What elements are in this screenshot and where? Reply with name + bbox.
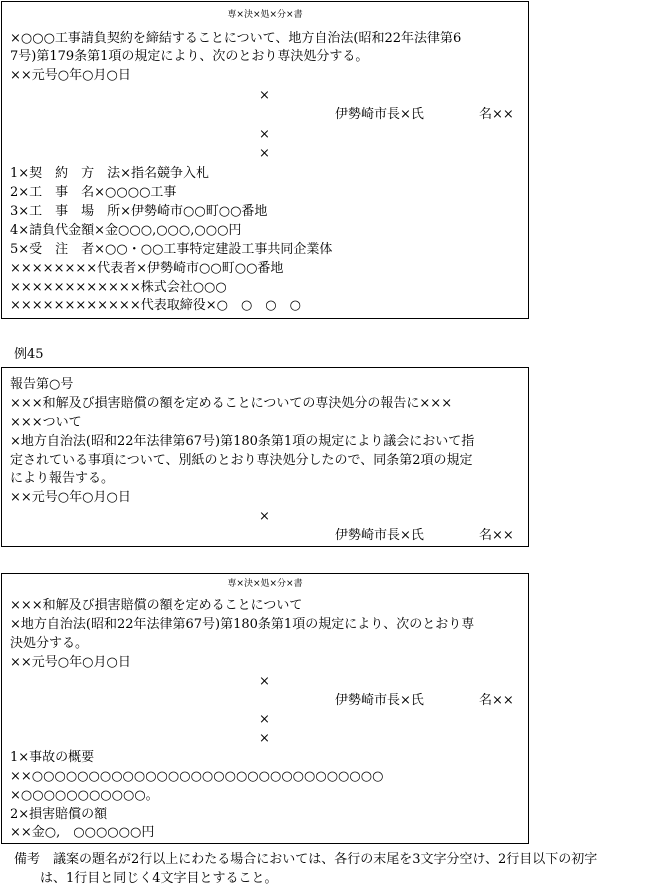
doc3-body-line: 決処分する。	[10, 636, 89, 651]
doc3-mark-1: ×	[259, 674, 270, 689]
doc2-mayor-name: 名××	[479, 528, 514, 543]
doc1-item: ××××××××××××株式会社○○○	[10, 280, 227, 295]
doc2-body-line: ×××和解及び損害賠償の額を定めることについての専決処分の報告に×××	[10, 396, 453, 411]
doc3-date: ××元号○年○月○日	[10, 655, 131, 670]
doc1-body-line-2: 7号)第179条第1項の規定により、次のとおり専決処分する。	[10, 49, 369, 64]
doc3-mark-3: ×	[259, 731, 270, 746]
doc1-item: 5×受 注 者×○○・○○工事特定建設工事共同企業体	[10, 242, 333, 257]
doc1-mark-1: ×	[259, 88, 270, 103]
doc1-title: 専×決×処×分×書	[227, 10, 303, 20]
doc1-mayor-name: 名××	[479, 107, 514, 122]
doc1-item: ××××××××代表者×伊勢崎市○○町○○番地	[10, 261, 284, 276]
doc2-body-line: 定されている事項について、別紙のとおり専決処分したので、同条第2項の規定	[10, 453, 473, 468]
doc1-date: ××元号○年○月○日	[10, 68, 131, 83]
doc2-mayor: 伊勢崎市長×氏	[335, 528, 424, 543]
doc3-body-line: ×××和解及び損害賠償の額を定めることについて	[10, 598, 303, 613]
doc2-body-line: ×地方自治法(昭和22年法律第67号)第180条第1項の規定により議会において指	[10, 434, 475, 449]
doc1-item: ××××××××××××代表取締役×○ ○ ○ ○	[10, 298, 301, 313]
doc3-body-line: ×地方自治法(昭和22年法律第67号)第180条第1項の規定により、次のとおり専	[10, 617, 475, 632]
doc2-body-line: ×××ついて	[10, 415, 82, 430]
doc1-item: 3×工 事 場 所×伊勢崎市○○町○○番地	[10, 204, 268, 219]
doc3-item: ××金○, ○○○○○○円	[10, 825, 155, 840]
doc3-mayor-name: 名××	[479, 693, 514, 708]
disposal-document-box-1	[1, 1, 529, 319]
doc3-item: 1×事故の概要	[10, 750, 95, 765]
doc1-mark-3: ×	[259, 146, 270, 161]
doc3-item: ×○○○○○○○○○○○。	[10, 788, 159, 803]
doc1-body-line-1: ×○○○工事請負契約を締結することについて、地方自治法(昭和22年法律第6	[10, 31, 462, 46]
doc1-item: 2×工 事 名×○○○○工事	[10, 185, 177, 200]
doc2-date: ××元号○年○月○日	[10, 490, 131, 505]
doc1-item: 4×請負代金額×金○○○,○○○,○○○円	[10, 223, 242, 238]
example-label: 例45	[14, 347, 44, 362]
doc3-mayor: 伊勢崎市長×氏	[335, 693, 424, 708]
doc3-item: 2×損害賠償の額	[10, 807, 108, 822]
remarks-line-1: 備考 議案の題名が2行以上にわたる場合においては、各行の末尾を3文字分空け、2行目以下の初字	[14, 852, 598, 867]
disposal-document-box-2	[1, 573, 529, 844]
doc1-mark-2: ×	[259, 127, 270, 142]
doc3-item: ××○○○○○○○○○○○○○○○○○○○○○○○○○○○○○○○	[10, 769, 384, 784]
doc1-mayor: 伊勢崎市長×氏	[335, 107, 424, 122]
doc1-item: 1×契 約 方 法×指名競争入札	[10, 166, 210, 181]
doc2-mark-1: ×	[259, 509, 270, 524]
report-document-box	[1, 367, 529, 547]
remarks-line-2: は、1行目と同じく4文字目とすること。	[40, 871, 278, 886]
doc3-title: 専×決×処×分×書	[227, 579, 303, 589]
doc2-body-line: により報告する。	[10, 471, 115, 486]
doc2-heading: 報告第○号	[10, 377, 74, 392]
doc3-mark-2: ×	[259, 712, 270, 727]
